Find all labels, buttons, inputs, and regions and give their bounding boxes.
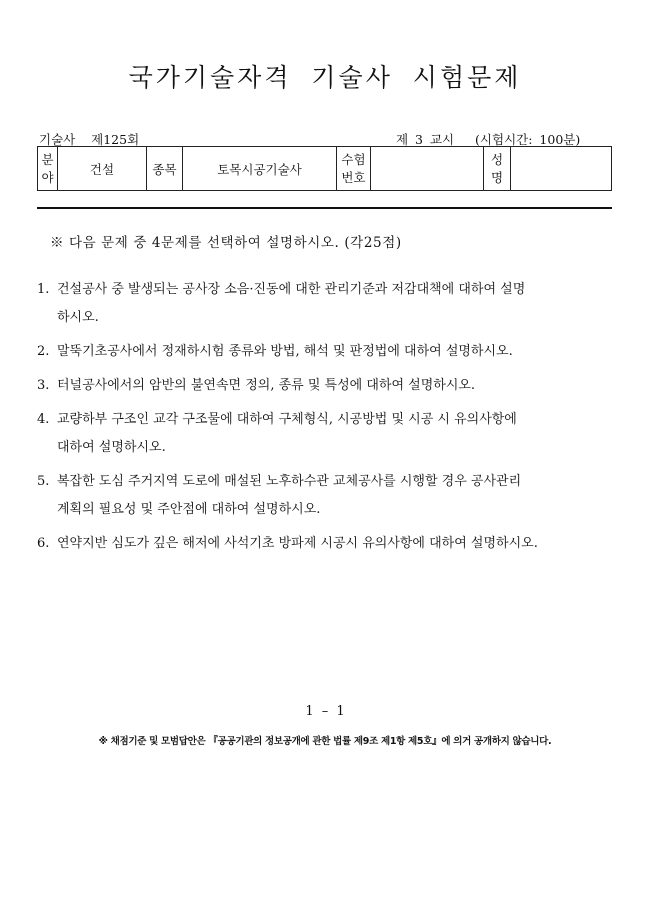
name-label-cell: [484, 147, 511, 191]
field-label-bottom: 야: [41, 169, 54, 185]
section-divider: [37, 207, 612, 209]
name-field[interactable]: [511, 147, 612, 191]
question-item-6: [37, 530, 613, 558]
question-number: 1.: [37, 282, 50, 297]
question-number: 5.: [37, 474, 50, 489]
question-text-line2: 대하여 설명하시오.: [57, 440, 166, 455]
exam-info-table: [37, 146, 612, 191]
question-item-3: [37, 372, 613, 400]
field-value: 건설: [58, 147, 147, 191]
exam-no-field[interactable]: [371, 147, 484, 191]
exam-time: (시험시간: 100분): [475, 132, 581, 147]
exam-category: 기술사: [39, 132, 76, 147]
exam-title: 국가기술자격 기술사 시험문제: [128, 63, 522, 92]
exam-no-label-bottom: 번호: [341, 169, 366, 185]
name-label-top: 성: [490, 151, 504, 167]
type-label: 종목: [147, 147, 183, 191]
question-text-line1: 연약지반 심도가 깊은 해저에 사석기초 방파제 시공시 유의사항에 대하여 설명하시오.: [57, 536, 538, 551]
question-text-line1: 교량하부 구조인 교각 구조물에 대하여 구체형식, 시공방법 및 시공 시 유의사항에: [57, 412, 517, 427]
exam-round: 제125회: [91, 132, 140, 147]
name-label-bottom: 명: [490, 169, 504, 185]
question-text-line1: 건설공사 중 발생되는 공사장 소음·진동에 대한 관리기준과 저감대책에 대하여 설명: [57, 282, 526, 297]
footer-notice: ※ 채점기준 및 모범답안은 『공공기관의 정보공개에 관한 법률 제9조 제1항 제5호』에 의거 공개하지 않습니다.: [98, 736, 552, 747]
question-text-line1: 말뚝기초공사에서 정재하시험 종류와 방법, 해석 및 판정법에 대하여 설명하시오.: [57, 344, 513, 359]
exam-no-label-cell: [337, 147, 371, 191]
instruction-text: ※ 다음 문제 중 4문제를 선택하여 설명하시오. (각25점): [50, 235, 402, 251]
exam-no-label-top: 수험: [341, 151, 366, 167]
type-value: 토목시공기술사: [183, 147, 337, 191]
question-text-line2: 계획의 필요성 및 주안점에 대하여 설명하시오.: [57, 502, 321, 517]
question-text-line2: 하시오.: [57, 310, 99, 325]
question-number: 2.: [37, 344, 50, 359]
question-item-2: [37, 338, 613, 366]
exam-session: 제 3 교시: [396, 132, 455, 147]
field-label-cell: [38, 147, 58, 191]
question-list: [37, 276, 613, 564]
page-number: 1 – 1: [305, 704, 345, 719]
question-item-4: [37, 406, 613, 462]
question-text-line1: 복잡한 도심 주거지역 도로에 매설된 노후하수관 교체공사를 시행할 경우 공사관리: [57, 474, 522, 489]
question-number: 6.: [37, 536, 50, 551]
question-item-5: [37, 468, 613, 524]
question-number: 4.: [37, 412, 50, 427]
field-label-top: 분: [41, 151, 54, 167]
question-number: 3.: [37, 378, 50, 393]
question-text-line1: 터널공사에서의 암반의 불연속면 정의, 종류 및 특성에 대하여 설명하시오.: [57, 378, 476, 393]
question-item-1: [37, 276, 613, 332]
